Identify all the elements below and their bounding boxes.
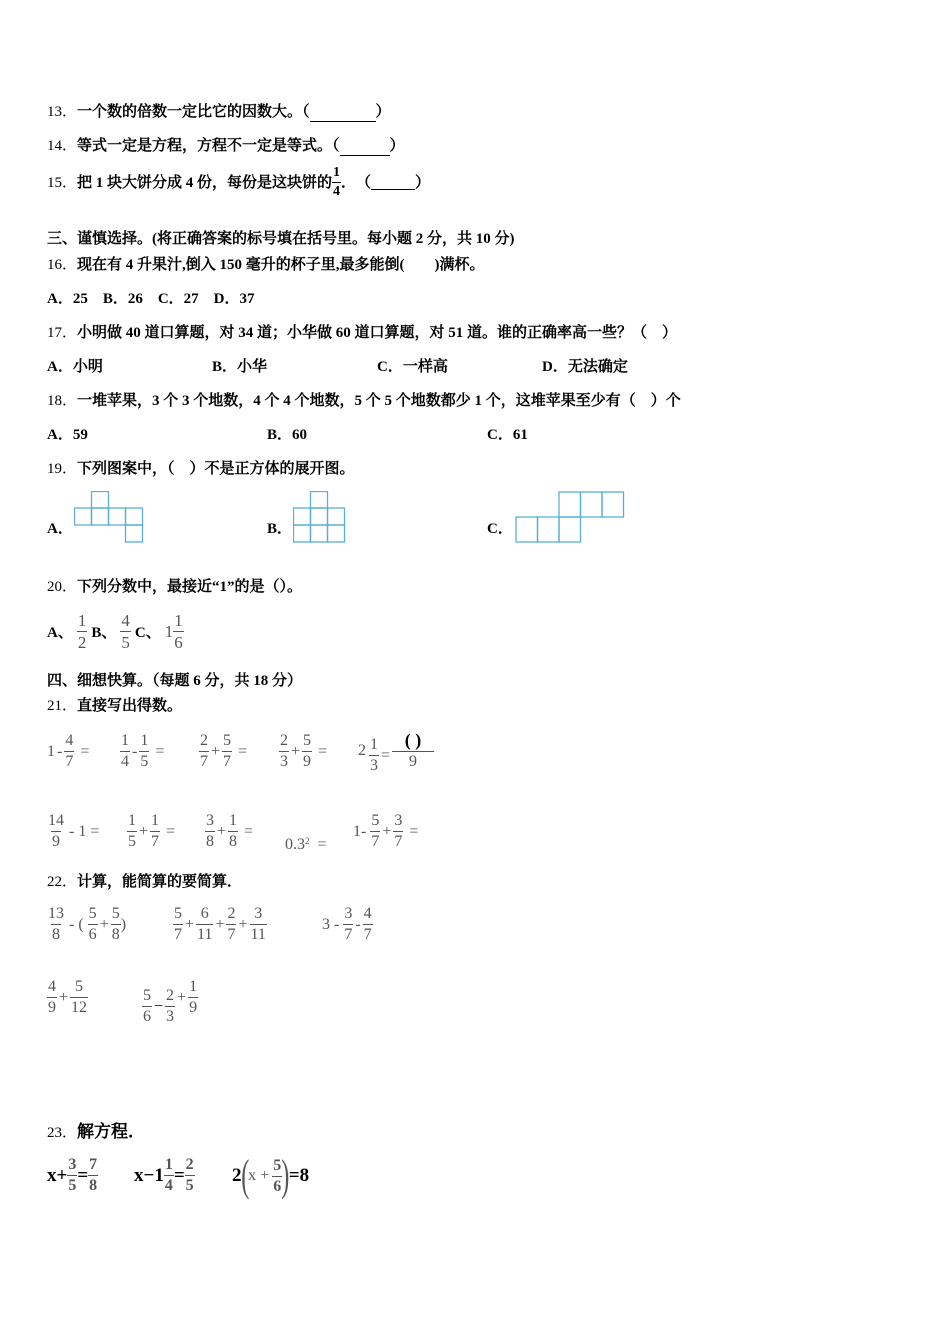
- question-number: 22．: [47, 874, 78, 890]
- question-14: [47, 136, 405, 156]
- decimal: 0.3: [285, 836, 305, 853]
- denominator: 8: [229, 833, 238, 850]
- question-number: 16．: [47, 257, 78, 273]
- q21-expr-10: [353, 813, 420, 850]
- denominator: 7: [363, 926, 372, 943]
- operator: -: [355, 915, 361, 933]
- question-number: 15．: [47, 174, 78, 191]
- fraction-1-2[interactable]: [77, 612, 88, 651]
- denominator: 9: [392, 751, 434, 770]
- question-number: 20．: [47, 579, 78, 595]
- close-paren: ）: [375, 104, 391, 120]
- denominator: 7: [200, 753, 208, 770]
- answer-blank[interactable]: [340, 141, 390, 156]
- equals: =: [381, 746, 391, 764]
- cube-net-b[interactable]: [293, 491, 349, 545]
- fraction-1-6[interactable]: [173, 612, 184, 651]
- number: 1: [47, 742, 55, 760]
- denominator: 4: [333, 184, 341, 199]
- operator: - (: [69, 915, 84, 933]
- denominator: 8: [206, 833, 214, 850]
- q21-expr-1: [47, 733, 91, 770]
- q18-option-b[interactable]: B．60: [267, 427, 308, 443]
- fraction: [164, 1157, 174, 1194]
- cube-net-c[interactable]: [515, 491, 627, 545]
- answer-fraction[interactable]: [392, 731, 434, 770]
- equation-inner: x +: [248, 1167, 270, 1184]
- numerator: 2: [166, 987, 175, 1004]
- q21-expr-8: [205, 813, 255, 850]
- fraction: [196, 906, 213, 943]
- expression-tail: - 1 =: [69, 822, 100, 840]
- numerator: 1: [174, 611, 183, 630]
- denominator: 9: [303, 753, 312, 770]
- numerator: 1: [140, 732, 149, 749]
- fraction: [250, 906, 267, 943]
- equals: =: [409, 822, 419, 840]
- numerator: 3: [344, 905, 353, 922]
- numerator: 5: [371, 812, 380, 829]
- question-number: 18．: [47, 393, 78, 409]
- denominator: 7: [223, 753, 232, 770]
- question-18: [47, 391, 681, 411]
- equals: =: [77, 1164, 89, 1186]
- numerator: 3: [206, 812, 214, 829]
- q19-option-a-label[interactable]: A．: [47, 521, 73, 537]
- fraction: [393, 813, 403, 850]
- denominator: 5: [140, 753, 149, 770]
- q21-expr-7: [127, 813, 177, 850]
- numerator: 3: [68, 1156, 77, 1173]
- answer-blank[interactable]: [371, 175, 415, 190]
- q17-option-c[interactable]: C．一样高: [377, 359, 448, 375]
- fraction: [165, 988, 175, 1025]
- q16-options[interactable]: A．25 B．26 C．27 D．37: [47, 291, 255, 307]
- coefficient: 2: [232, 1165, 242, 1186]
- equals: =: [80, 742, 90, 760]
- q21-expr-5: [358, 727, 434, 774]
- operator: +: [99, 915, 109, 933]
- numerator: 6: [200, 905, 209, 922]
- denominator: 3: [166, 1008, 175, 1025]
- numerator: 1: [370, 736, 378, 753]
- denominator: 11: [197, 926, 213, 943]
- question-text: 现在有 4 升果汁,倒入 150 毫升的杯子里,最多能倒( )满杯。: [77, 257, 485, 273]
- fraction: [64, 733, 74, 770]
- operator: -: [57, 742, 63, 760]
- denominator: 9: [48, 999, 56, 1016]
- operator: −: [154, 997, 164, 1015]
- question-text-tail: ． （: [341, 174, 372, 191]
- numerator: 4: [121, 611, 130, 630]
- question-21: [47, 696, 182, 716]
- fraction: [127, 813, 137, 850]
- q18-option-a[interactable]: A．59: [47, 427, 88, 443]
- numerator: 1: [151, 812, 160, 829]
- fraction: [47, 906, 65, 943]
- question-number: 19．: [47, 461, 78, 477]
- denominator: 7: [65, 753, 74, 770]
- close-paren: ）: [389, 138, 405, 154]
- equation-3: [232, 1151, 310, 1200]
- denominator: 7: [344, 926, 353, 943]
- numerator: 5: [88, 905, 97, 922]
- equals: =: [155, 742, 165, 760]
- denominator: 8: [52, 926, 60, 943]
- numerator: 2: [280, 732, 288, 749]
- fraction: [188, 979, 198, 1016]
- denominator: 7: [151, 833, 160, 850]
- equals: =: [166, 822, 176, 840]
- question-13: [47, 102, 391, 122]
- fraction: [142, 988, 152, 1025]
- fraction: [67, 1157, 77, 1194]
- question-23: [47, 1122, 145, 1143]
- fraction: [369, 737, 379, 774]
- question-text: 小明做 40 道口算题，对 34 道；小华做 60 道口算题，对 51 道。谁的正确率高一些？（ ）: [77, 325, 678, 341]
- fraction: [111, 906, 121, 943]
- numerator: 5: [75, 978, 84, 995]
- option-b-label[interactable]: B、: [91, 625, 117, 641]
- whole-number: 1: [164, 621, 174, 641]
- fraction: [226, 906, 236, 943]
- q22-expr-e: [142, 970, 198, 1025]
- equation-1: [47, 1157, 98, 1194]
- question-15: [47, 166, 430, 199]
- denominator: 4: [164, 1177, 173, 1194]
- question-text: 直接写出得数。: [77, 698, 183, 714]
- denominator: 9: [189, 999, 198, 1016]
- operator: +: [382, 822, 392, 840]
- question-number: 23．: [47, 1125, 78, 1141]
- fraction: [363, 906, 373, 943]
- question-text: 下列图案中，（ ）不是正方体的展开图。: [77, 461, 355, 477]
- denominator: 7: [227, 926, 236, 943]
- q21-expr-2: [120, 733, 166, 770]
- denominator: 8: [111, 926, 120, 943]
- operator: +: [217, 822, 227, 840]
- question-number: 17．: [47, 325, 78, 341]
- q21-expr-9: [285, 836, 329, 854]
- operator: +: [139, 822, 149, 840]
- fraction: [279, 733, 289, 770]
- answer-blank[interactable]: ( ): [404, 730, 422, 750]
- operator: +: [291, 742, 301, 760]
- numerator: 1: [189, 978, 198, 995]
- denominator: 6: [273, 1177, 282, 1195]
- fraction: [228, 813, 238, 850]
- question-22: [47, 872, 242, 892]
- denominator: 11: [250, 926, 266, 943]
- equation-2: [134, 1157, 195, 1194]
- numerator: 4: [65, 732, 74, 749]
- close-paren: ）: [415, 174, 431, 191]
- option-a-label[interactable]: A、: [47, 625, 73, 641]
- numerator: 1: [229, 812, 238, 829]
- numerator: 4: [363, 905, 372, 922]
- question-text: 等式一定是方程，方程不一定是等式。（: [77, 138, 340, 154]
- equation-lhs: x−1: [134, 1164, 164, 1186]
- equals: =: [238, 742, 248, 760]
- q22-expr-a: [47, 906, 126, 943]
- operator: -: [132, 742, 138, 760]
- denominator: 3: [370, 757, 378, 774]
- equals: =: [244, 822, 254, 840]
- question-17: [47, 323, 677, 343]
- q18-option-c[interactable]: C．61: [487, 427, 528, 443]
- denominator: 6: [174, 633, 183, 652]
- numerator: 1: [128, 812, 136, 829]
- numerator: 5: [143, 987, 151, 1004]
- expression-head: 3 -: [322, 915, 340, 933]
- numerator: 3: [254, 905, 263, 922]
- equation-lhs: x+: [47, 1164, 68, 1186]
- question-text: 下列分数中，最接近“1”的是（）。: [77, 579, 303, 595]
- q21-expr-6: [47, 813, 99, 850]
- equals: =: [318, 742, 328, 760]
- denominator: 3: [280, 753, 288, 770]
- left-paren: (: [240, 1151, 249, 1200]
- fraction-4-5[interactable]: [120, 612, 131, 651]
- operator: +: [238, 915, 248, 933]
- numerator: 7: [89, 1156, 98, 1173]
- operator: +: [211, 742, 221, 760]
- question-number: 14．: [47, 138, 78, 154]
- denominator: 7: [174, 926, 182, 943]
- numerator: 3: [394, 812, 403, 829]
- fraction: [47, 813, 65, 850]
- numerator: 14: [48, 812, 64, 829]
- question-text: 一个数的倍数一定比它的因数大。（: [77, 104, 310, 120]
- fraction: [222, 733, 232, 770]
- q19-option-b-label[interactable]: B．: [267, 521, 293, 537]
- fraction: [120, 733, 130, 770]
- denominator: 2: [77, 633, 87, 652]
- q20-options: [47, 612, 184, 651]
- numerator: 5: [111, 905, 120, 922]
- denominator: 5: [185, 1177, 194, 1194]
- numerator: 13: [48, 905, 64, 922]
- denominator: 5: [128, 833, 136, 850]
- q22-expr-d: [47, 979, 88, 1016]
- fraction-one-quarter: [332, 166, 341, 199]
- denominator: 4: [121, 753, 129, 770]
- q19-option-c-label[interactable]: C．: [487, 521, 513, 537]
- q17-option-a[interactable]: A．小明: [47, 359, 103, 375]
- q17-option-b[interactable]: B．小华: [212, 359, 268, 375]
- question-number: 13．: [47, 104, 78, 120]
- numerator: 4: [48, 978, 56, 995]
- option-c-label[interactable]: C、: [134, 625, 161, 641]
- question-text: 解方程．: [77, 1122, 146, 1141]
- denominator: 5: [68, 1177, 77, 1194]
- denominator: 7: [371, 833, 380, 850]
- q17-option-d[interactable]: D．无法确定: [542, 359, 628, 375]
- fraction: [370, 813, 380, 850]
- denominator: 6: [143, 1008, 151, 1025]
- question-number: 21．: [47, 698, 78, 714]
- denominator: 5: [121, 633, 130, 652]
- fraction: [205, 813, 215, 850]
- question-text: 把 1 块大饼分成 4 份，每份是这块饼的: [77, 174, 333, 191]
- operator: +: [177, 988, 187, 1006]
- numerator: 5: [174, 905, 182, 922]
- operator: +: [59, 988, 69, 1006]
- numerator: 5: [273, 1156, 282, 1174]
- question-20: [47, 577, 302, 597]
- fraction: [150, 813, 160, 850]
- q21-expr-4: [279, 733, 329, 770]
- q22-expr-b: [173, 906, 267, 943]
- equals: =: [173, 1164, 185, 1186]
- question-text: 一堆苹果，3 个 3 个地数，4 个 4 个地数，5 个 5 个地数都少 1 个，这堆苹果至少有（ ）个: [77, 393, 681, 409]
- fraction: [343, 906, 353, 943]
- operator: +: [185, 915, 195, 933]
- fraction: [139, 733, 149, 770]
- answer-blank[interactable]: [310, 107, 376, 122]
- fraction: [302, 733, 312, 770]
- numerator: 1: [164, 1156, 173, 1173]
- numerator: 2: [185, 1156, 194, 1173]
- whole-number: 2: [358, 741, 366, 759]
- right-paren: ): [281, 1151, 290, 1200]
- question-16: [47, 255, 485, 275]
- fraction: [185, 1157, 195, 1194]
- question-19: [47, 459, 355, 479]
- fraction: [70, 979, 88, 1016]
- fraction: [47, 979, 57, 1016]
- numerator: 2: [227, 905, 236, 922]
- fraction: [173, 906, 183, 943]
- q22-expr-c: [322, 906, 373, 943]
- fraction: [88, 906, 98, 943]
- question-text: 计算，能简算的要简算．: [77, 874, 243, 890]
- q21-expr-3: [199, 733, 249, 770]
- numerator: 5: [223, 732, 232, 749]
- equals: =: [317, 836, 327, 853]
- exponent: 2: [305, 836, 310, 846]
- expression-head: 1-: [353, 822, 367, 840]
- denominator: 12: [71, 999, 88, 1016]
- cube-net-a[interactable]: [74, 491, 146, 545]
- denominator: 7: [394, 833, 403, 850]
- close-paren: ): [120, 915, 127, 933]
- fraction: [199, 733, 209, 770]
- denominator: 8: [89, 1177, 98, 1194]
- numerator: 1: [333, 165, 341, 180]
- fraction: [88, 1157, 98, 1194]
- numerator: 5: [303, 732, 312, 749]
- operator: +: [215, 915, 225, 933]
- section-3-heading: 三、谨慎选择。(将正确答案的标号填在括号里。每小题 2 分，共 10 分): [47, 231, 515, 247]
- numerator: 1: [77, 611, 87, 630]
- section-4-heading: 四、细想快算。（每题 6 分，共 18 分）: [47, 673, 303, 689]
- equation-rhs: =8: [288, 1165, 310, 1186]
- numerator: 2: [200, 732, 208, 749]
- denominator: 9: [52, 833, 60, 850]
- numerator: 1: [121, 732, 129, 749]
- denominator: 6: [88, 926, 97, 943]
